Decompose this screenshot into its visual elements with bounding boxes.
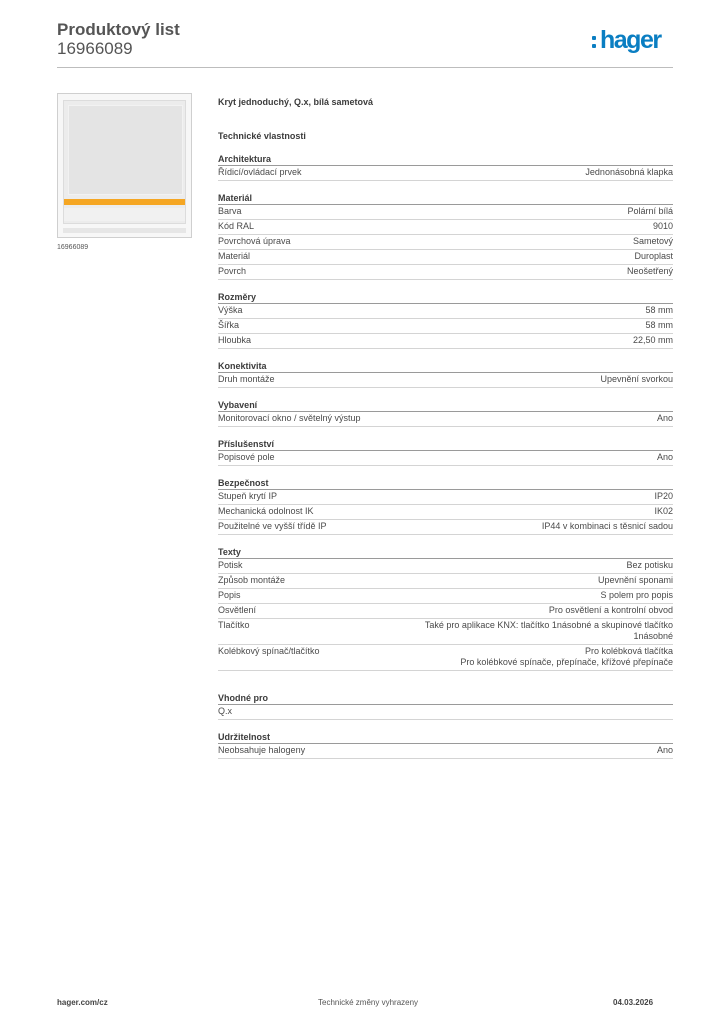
spec-value xyxy=(598,575,673,586)
spec-label: Osvětlení xyxy=(218,605,257,615)
spec-value xyxy=(657,745,673,756)
logo-dot-icon xyxy=(592,36,596,40)
spec-label: Řídicí/ovládací prvek xyxy=(218,167,302,177)
spec-row xyxy=(218,604,673,619)
section-title: Architektura xyxy=(218,154,673,166)
spec-value xyxy=(627,266,673,277)
spec-value-line: S polem pro popis xyxy=(600,590,673,600)
spec-label: Popisové pole xyxy=(218,452,275,462)
product-image xyxy=(57,93,192,238)
page-title: Produktový list xyxy=(57,20,180,39)
spec-value-line: Sametový xyxy=(632,236,673,246)
spec-section xyxy=(218,193,673,280)
spec-row xyxy=(218,319,673,334)
spec-value xyxy=(633,335,673,346)
spec-label: Barva xyxy=(218,206,242,216)
spec-value xyxy=(627,206,673,217)
spec-row xyxy=(218,220,673,235)
spec-value-line: Upevnění sponami xyxy=(597,575,673,585)
spec-label: Q.x xyxy=(218,706,233,716)
spec-value-line: Ano xyxy=(656,452,673,462)
technical-heading: Technické vlastnosti xyxy=(218,131,306,141)
hager-logo xyxy=(592,27,674,57)
spec-row xyxy=(218,744,673,759)
led-strip xyxy=(64,199,185,205)
spec-row xyxy=(218,265,673,280)
spec-section xyxy=(218,361,673,388)
spec-value xyxy=(645,305,673,316)
image-caption: 16966089 xyxy=(57,244,89,251)
spec-row xyxy=(218,645,673,671)
spec-value xyxy=(634,251,673,262)
spec-row xyxy=(218,205,673,220)
spec-value xyxy=(654,491,673,502)
spec-label: Materiál xyxy=(218,251,251,261)
spec-value-line: Bez potisku xyxy=(626,560,673,570)
spec-value-line: Pro osvětlení a kontrolní obvod xyxy=(548,605,673,615)
spec-value xyxy=(549,605,673,616)
spec-row xyxy=(218,166,673,181)
spec-value-line: IP44 v kombinaci s těsnicí sadou xyxy=(541,521,673,531)
spec-value xyxy=(600,374,673,385)
section-title: Texty xyxy=(218,547,673,559)
spec-row xyxy=(218,490,673,505)
spec-label: Mechanická odolnost IK xyxy=(218,506,314,516)
spec-value-line: Pro kolébkové spínače, přepínače, křížové přepínače xyxy=(460,657,673,667)
label-field xyxy=(64,208,185,221)
spec-value-line: Ano xyxy=(656,745,673,755)
spec-label: Povrch xyxy=(218,266,247,276)
spec-section xyxy=(218,478,673,535)
spec-value xyxy=(657,413,673,424)
spec-section xyxy=(218,439,673,466)
spec-label: Kolébkový spínač/tlačítko xyxy=(218,646,320,656)
spec-value xyxy=(654,506,673,517)
spec-row xyxy=(218,589,673,604)
plate-base xyxy=(63,228,186,233)
section-title: Vhodné pro xyxy=(218,693,673,705)
spec-label: Druh montáže xyxy=(218,374,275,384)
product-name: Kryt jednoduchý, Q.x, bílá sametová xyxy=(218,97,374,107)
spec-label: Výška xyxy=(218,305,243,315)
section-title: Vybavení xyxy=(218,400,673,412)
product-number: 16966089 xyxy=(57,39,133,58)
spec-value xyxy=(633,236,673,247)
section-title: Konektivita xyxy=(218,361,673,373)
spec-value xyxy=(425,620,673,642)
spec-section xyxy=(218,732,673,759)
spec-label: Použitelné ve vyšší třídě IP xyxy=(218,521,327,531)
section-title: Příslušenství xyxy=(218,439,673,451)
spec-value-line: 58 mm xyxy=(645,305,673,315)
logo-text: hager xyxy=(600,26,661,54)
spec-value xyxy=(585,167,673,178)
spec-label: Šířka xyxy=(218,320,240,330)
spec-label: Kód RAL xyxy=(218,221,255,231)
spec-value xyxy=(460,646,673,668)
spec-value-line: Jednonásobná klapka xyxy=(585,167,673,177)
footer-website: hager.com/cz xyxy=(57,998,108,1007)
spec-row xyxy=(218,574,673,589)
spec-label: Povrchová úprava xyxy=(218,236,291,246)
spec-label: Monitorovací okno / světelný výstup xyxy=(218,413,361,423)
spec-label: Způsob montáže xyxy=(218,575,286,585)
spec-row xyxy=(218,235,673,250)
section-gap xyxy=(218,671,673,681)
spec-value-line: IK02 xyxy=(654,506,673,516)
spec-value-line: Duroplast xyxy=(634,251,673,261)
spec-row xyxy=(218,520,673,535)
spec-value-line: Upevnění svorkou xyxy=(600,374,673,384)
spec-row xyxy=(218,373,673,388)
spec-value-line: Také pro aplikace KNX: tlačítko 1násobné a skupinové tlačítko xyxy=(424,620,673,630)
spec-value xyxy=(542,521,673,532)
spec-value-line: Ano xyxy=(656,413,673,423)
spec-value-line: 22,50 mm xyxy=(632,335,673,345)
spec-section xyxy=(218,547,673,671)
spec-value xyxy=(600,590,673,601)
spec-row xyxy=(218,705,673,720)
section-title: Bezpečnost xyxy=(218,478,673,490)
spec-value xyxy=(653,221,673,232)
footer-date: 04.03.2026 xyxy=(613,998,654,1007)
spec-label: Potisk xyxy=(218,560,243,570)
spec-value-line: 58 mm xyxy=(645,320,673,330)
section-title: Udržitelnost xyxy=(218,732,673,744)
spec-label: Hloubka xyxy=(218,335,252,345)
spec-value-line: 9010 xyxy=(652,221,673,231)
spec-row xyxy=(218,412,673,427)
spec-label: Stupeň krytí IP xyxy=(218,491,278,501)
spec-label: Popis xyxy=(218,590,241,600)
spec-value xyxy=(645,320,673,331)
spec-section xyxy=(218,693,673,720)
switch-plate xyxy=(63,100,186,224)
footer-disclaimer: Technické změny vyhrazeny xyxy=(318,998,419,1007)
spec-row xyxy=(218,304,673,319)
spec-content xyxy=(218,96,673,759)
spec-row xyxy=(218,619,673,645)
section-title: Materiál xyxy=(218,193,673,205)
spec-row xyxy=(218,559,673,574)
spec-row xyxy=(218,250,673,265)
spec-value xyxy=(657,452,673,463)
spec-value-line: IP20 xyxy=(654,491,673,501)
header-divider xyxy=(57,67,673,68)
spec-value xyxy=(626,560,673,571)
spec-row xyxy=(218,505,673,520)
spec-section xyxy=(218,292,673,349)
spec-value-line: Pro kolébková tlačítka xyxy=(584,646,673,656)
spec-row xyxy=(218,334,673,349)
spec-value-line: 1násobné xyxy=(633,631,673,641)
spec-sections xyxy=(218,154,673,759)
spec-label: Tlačítko xyxy=(218,620,250,630)
spec-value-line: Polární bílá xyxy=(627,206,673,216)
spec-section xyxy=(218,400,673,427)
spec-section xyxy=(218,154,673,181)
section-title: Rozměry xyxy=(218,292,673,304)
spec-label: Neobsahuje halogeny xyxy=(218,745,306,755)
plate-face xyxy=(68,105,183,195)
spec-value-line: Neošetřený xyxy=(626,266,673,276)
logo-dot-icon xyxy=(592,44,596,48)
spec-row xyxy=(218,451,673,466)
